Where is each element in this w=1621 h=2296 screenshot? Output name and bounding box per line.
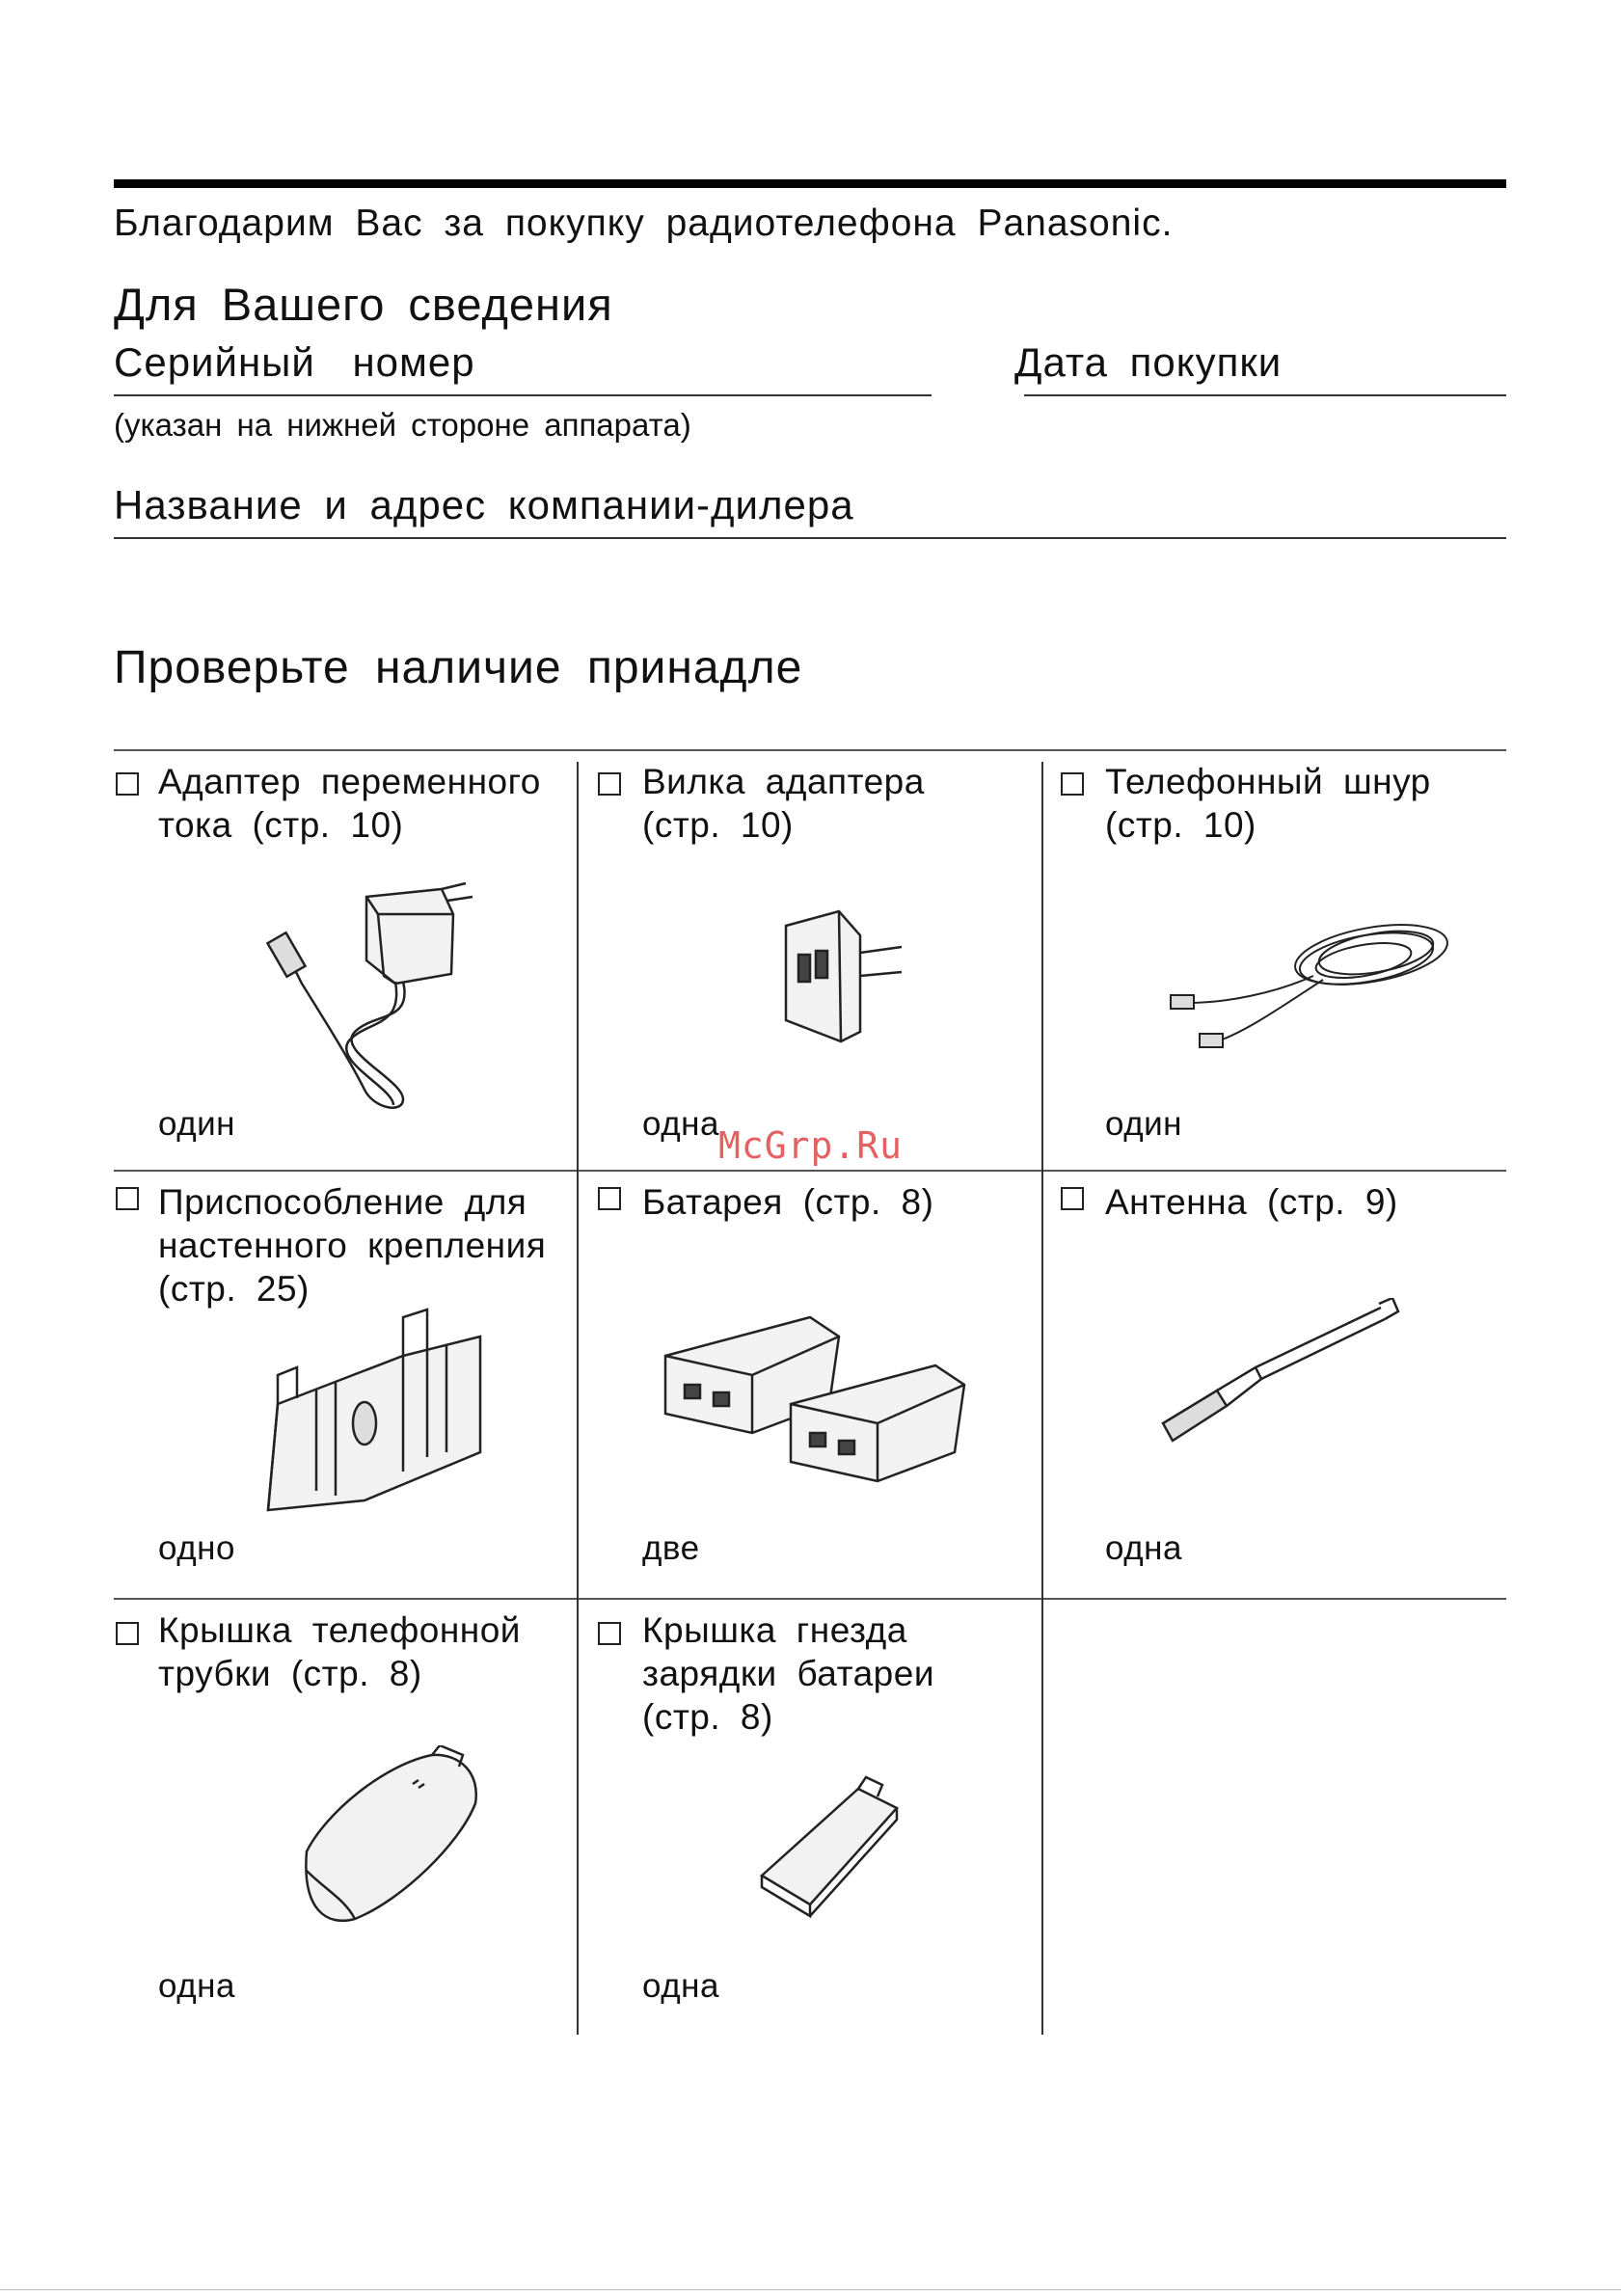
item-label-line3: (стр. 8) <box>642 1697 773 1737</box>
battery-cover-icon <box>743 1769 935 1943</box>
item-label-line3: (стр. 25) <box>158 1269 310 1309</box>
thanks-text: Благодарим Вас за покупку радиотелефона Panasonic. <box>114 203 1174 244</box>
item-wall-mount <box>114 1173 575 1595</box>
item-quantity: одно <box>158 1529 235 1567</box>
item-quantity: одна <box>642 1967 719 2005</box>
item-label-line1: Крышка гнезда <box>642 1610 907 1650</box>
item-label-line2: (стр. 10) <box>1105 805 1256 845</box>
accessories-heading: Проверьте наличие принадле <box>114 642 803 693</box>
antenna-icon <box>1149 1298 1410 1472</box>
item-quantity: одна <box>158 1967 235 2005</box>
telephone-cord-icon <box>1159 897 1458 1061</box>
wall-mount-icon <box>258 1298 490 1520</box>
item-battery-cover <box>579 1601 1040 2025</box>
bottom-edge-line <box>0 2289 1621 2290</box>
item-label-line2: трубки (стр. 8) <box>158 1654 422 1693</box>
item-label-line1: Крышка телефонной <box>158 1610 521 1650</box>
checkbox[interactable] <box>116 1187 139 1210</box>
item-quantity: две <box>642 1529 700 1567</box>
item-quantity: одна <box>642 1105 719 1143</box>
checkbox[interactable] <box>598 772 621 796</box>
serial-number-label: Серийный номер <box>114 339 475 385</box>
item-label-line2: (стр. 10) <box>642 805 794 845</box>
checkbox[interactable] <box>1061 772 1084 796</box>
item-label-line1: Приспособление для <box>158 1182 527 1222</box>
ac-adapter-icon <box>258 868 490 1119</box>
adapter-plug-icon <box>771 897 916 1051</box>
item-label-line1: Антенна (стр. 9) <box>1105 1182 1398 1222</box>
item-label-line2: настенного крепления <box>158 1226 547 1265</box>
grid-top-line <box>114 749 1506 751</box>
item-battery <box>579 1173 1040 1595</box>
checkbox[interactable] <box>116 772 139 796</box>
checkbox[interactable] <box>1061 1187 1084 1210</box>
battery-icon <box>646 1298 984 1491</box>
watermark: McGrp.Ru <box>718 1124 904 1167</box>
checkbox[interactable] <box>116 1622 139 1645</box>
item-quantity: один <box>1105 1105 1182 1143</box>
item-label-line1: Адаптер переменного <box>158 762 541 801</box>
grid-row1-line <box>114 1170 1506 1172</box>
item-label-line2: тока (стр. 10) <box>158 805 404 845</box>
info-heading: Для Вашего сведения <box>114 279 613 330</box>
handset-cover-icon <box>287 1745 500 1938</box>
item-quantity: одна <box>1105 1529 1182 1567</box>
item-label-line2: зарядки батареи <box>642 1654 935 1693</box>
item-handset-cover <box>114 1601 575 2025</box>
item-antenna <box>1043 1173 1504 1595</box>
purchase-date-label: Дата покупки <box>1014 339 1283 385</box>
item-ac-adapter <box>114 752 575 1167</box>
grid-row2-line <box>114 1598 1506 1600</box>
item-adapter-plug <box>579 752 1040 1167</box>
item-label-line1: Вилка адаптера <box>642 762 925 801</box>
item-label-line1: Батарея (стр. 8) <box>642 1182 934 1222</box>
item-quantity: один <box>158 1105 235 1143</box>
serial-number-line <box>114 394 932 396</box>
checkbox[interactable] <box>598 1622 621 1645</box>
item-label-line1: Телефонный шнур <box>1105 762 1431 801</box>
serial-number-note: (указан на нижней стороне аппарата) <box>114 407 691 443</box>
item-telephone-cord <box>1043 752 1504 1167</box>
dealer-line <box>114 537 1506 539</box>
checkbox[interactable] <box>598 1187 621 1210</box>
purchase-date-line <box>1024 394 1506 396</box>
top-rule <box>114 179 1506 188</box>
dealer-label: Название и адрес компании-дилера <box>114 482 854 527</box>
